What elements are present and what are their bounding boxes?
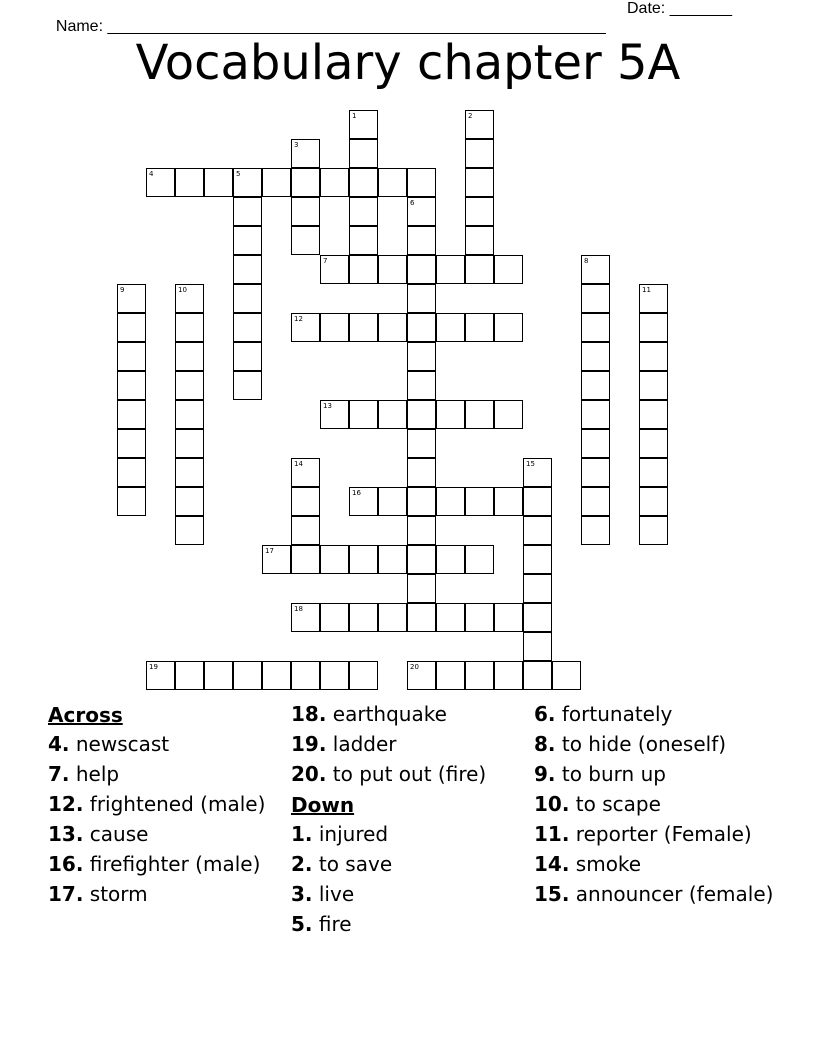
down-heading: Down (291, 793, 355, 817)
crossword-cell[interactable] (378, 545, 407, 574)
crossword-cell[interactable] (523, 516, 552, 545)
clue-column-1 (48, 703, 288, 913)
crossword-cell[interactable] (407, 603, 436, 632)
clue-down-6 (534, 703, 784, 726)
crossword-cell[interactable] (639, 429, 668, 458)
crossword-cell[interactable] (465, 487, 494, 516)
crossword-cell[interactable] (291, 197, 320, 226)
crossword-cell[interactable] (175, 313, 204, 342)
crossword-cell[interactable] (581, 284, 610, 313)
clue-across-17 (48, 883, 288, 906)
crossword-cell[interactable] (262, 545, 291, 574)
clue-text: frightened (male) (83, 792, 266, 816)
crossword-cell[interactable] (407, 226, 436, 255)
cell-number: 20 (410, 663, 419, 671)
clue-column-2 (291, 703, 531, 943)
crossword-cell[interactable] (291, 661, 320, 690)
clue-text: smoke (569, 852, 642, 876)
crossword-cell[interactable] (436, 661, 465, 690)
cell-number: 5 (236, 170, 241, 178)
crossword-cell[interactable] (407, 371, 436, 400)
cell-number: 19 (149, 663, 158, 671)
clue-text: storm (83, 882, 148, 906)
cell-number: 15 (526, 460, 535, 468)
crossword-cell[interactable] (407, 342, 436, 371)
crossword-cell[interactable] (523, 574, 552, 603)
clue-down-10 (534, 793, 784, 816)
clue-number: 1. (291, 822, 313, 846)
clue-text: newscast (69, 732, 170, 756)
crossword-cell[interactable] (349, 603, 378, 632)
crossword-cell[interactable] (378, 255, 407, 284)
crossword-cell[interactable] (465, 313, 494, 342)
clue-number: 18. (291, 702, 327, 726)
crossword-cell[interactable] (581, 255, 610, 284)
crossword-cell[interactable] (465, 255, 494, 284)
clue-number: 5. (291, 912, 313, 936)
crossword-cell[interactable] (291, 139, 320, 168)
clue-text: cause (83, 822, 149, 846)
clue-text: ladder (326, 732, 397, 756)
crossword-cell[interactable] (581, 342, 610, 371)
clue-across-20 (291, 763, 531, 786)
crossword-cell[interactable] (639, 458, 668, 487)
crossword-cell[interactable] (320, 661, 349, 690)
clue-text: reporter (Female) (569, 822, 752, 846)
crossword-cell[interactable] (639, 342, 668, 371)
clue-down-2 (291, 853, 531, 876)
crossword-cell[interactable] (378, 487, 407, 516)
across-heading: Across (48, 703, 123, 727)
crossword-cell[interactable] (175, 487, 204, 516)
crossword-cell[interactable] (349, 661, 378, 690)
crossword-cell[interactable] (349, 110, 378, 139)
name-field-label: Name: ________________________________________________________ (55, 18, 606, 35)
crossword-cell[interactable] (639, 487, 668, 516)
crossword-cell[interactable] (494, 313, 523, 342)
crossword-cell[interactable] (291, 603, 320, 632)
crossword-cell[interactable] (465, 226, 494, 255)
crossword-cell[interactable] (378, 168, 407, 197)
cell-number: 6 (410, 199, 415, 207)
clue-down-5 (291, 913, 531, 936)
crossword-cell[interactable] (581, 458, 610, 487)
crossword-cell[interactable] (320, 545, 349, 574)
crossword-cell[interactable] (204, 168, 233, 197)
crossword-cell[interactable] (494, 255, 523, 284)
crossword-cell[interactable] (175, 284, 204, 313)
cell-number: 10 (178, 286, 187, 294)
crossword-cell[interactable] (175, 371, 204, 400)
clue-across-7 (48, 763, 288, 786)
crossword-cell[interactable] (291, 458, 320, 487)
clue-text: fire (312, 912, 352, 936)
clue-down-15 (534, 883, 784, 906)
crossword-cell[interactable] (349, 255, 378, 284)
cell-number: 17 (265, 547, 274, 555)
clue-text: to burn up (555, 762, 666, 786)
clue-down-14 (534, 853, 784, 876)
crossword-cell[interactable] (407, 487, 436, 516)
crossword-cell[interactable] (581, 429, 610, 458)
clue-number: 9. (534, 762, 556, 786)
cell-number: 1 (352, 112, 357, 120)
crossword-cell[interactable] (117, 284, 146, 313)
crossword-cell[interactable] (233, 255, 262, 284)
crossword-cell[interactable] (436, 400, 465, 429)
crossword-cell[interactable] (639, 313, 668, 342)
crossword-cell[interactable] (320, 168, 349, 197)
crossword-cell[interactable] (349, 226, 378, 255)
clue-text: fortunately (555, 702, 673, 726)
crossword-cell[interactable] (175, 342, 204, 371)
crossword-cell[interactable] (320, 313, 349, 342)
clue-across-16 (48, 853, 288, 876)
clue-text: firefighter (male) (83, 852, 261, 876)
crossword-cell[interactable] (407, 284, 436, 313)
crossword-cell[interactable] (465, 168, 494, 197)
crossword-cell[interactable] (175, 400, 204, 429)
crossword-cell[interactable] (552, 661, 581, 690)
crossword-cell[interactable] (639, 371, 668, 400)
clue-text: injured (312, 822, 389, 846)
crossword-cell[interactable] (407, 574, 436, 603)
clue-number: 19. (291, 732, 327, 756)
crossword-cell[interactable] (320, 255, 349, 284)
crossword-cell[interactable] (407, 429, 436, 458)
crossword-cell[interactable] (436, 487, 465, 516)
crossword-cell[interactable] (320, 400, 349, 429)
crossword-cell[interactable] (523, 545, 552, 574)
cell-number: 18 (294, 605, 303, 613)
crossword-cell[interactable] (233, 226, 262, 255)
crossword-cell[interactable] (117, 487, 146, 516)
clue-across-4 (48, 733, 288, 756)
crossword-cell[interactable] (175, 429, 204, 458)
cell-number: 11 (642, 286, 651, 294)
cell-number: 14 (294, 460, 303, 468)
crossword-cell[interactable] (436, 603, 465, 632)
crossword-cell[interactable] (233, 313, 262, 342)
clue-number: 12. (48, 792, 84, 816)
clue-number: 3. (291, 882, 313, 906)
clue-across-18 (291, 703, 531, 726)
crossword-cell[interactable] (349, 313, 378, 342)
crossword-cell[interactable] (581, 487, 610, 516)
crossword-cell[interactable] (378, 603, 407, 632)
clue-number: 11. (534, 822, 570, 846)
crossword-cell[interactable] (523, 603, 552, 632)
clue-number: 13. (48, 822, 84, 846)
crossword-cell[interactable] (407, 197, 436, 226)
crossword-cell[interactable] (639, 284, 668, 313)
crossword-cell[interactable] (233, 661, 262, 690)
crossword-cell[interactable] (233, 197, 262, 226)
crossword-cell[interactable] (175, 516, 204, 545)
crossword-cell[interactable] (117, 429, 146, 458)
crossword-cell[interactable] (233, 371, 262, 400)
crossword-cell[interactable] (436, 255, 465, 284)
cell-number: 12 (294, 315, 303, 323)
clue-text: to put out (fire) (326, 762, 487, 786)
crossword-cell[interactable] (117, 400, 146, 429)
crossword-cell[interactable] (146, 168, 175, 197)
crossword-cell[interactable] (291, 313, 320, 342)
page-title: Vocabulary chapter 5A (135, 35, 681, 91)
crossword-cell[interactable] (581, 400, 610, 429)
crossword-cell[interactable] (465, 139, 494, 168)
crossword-cell[interactable] (465, 545, 494, 574)
clue-number: 7. (48, 762, 70, 786)
crossword-cell[interactable] (494, 487, 523, 516)
crossword-cell[interactable] (407, 516, 436, 545)
clue-text: to hide (oneself) (555, 732, 727, 756)
crossword-cell[interactable] (523, 487, 552, 516)
crossword-cell[interactable] (291, 226, 320, 255)
crossword-cell[interactable] (407, 168, 436, 197)
clue-text: to scape (569, 792, 661, 816)
crossword-cell[interactable] (349, 139, 378, 168)
clue-across-19 (291, 733, 531, 756)
date-field-label: Date: _______ (627, 0, 732, 17)
cell-number: 4 (149, 170, 154, 178)
crossword-cell[interactable] (523, 632, 552, 661)
crossword-cell[interactable] (117, 313, 146, 342)
crossword-cell[interactable] (320, 603, 349, 632)
crossword-cell[interactable] (349, 197, 378, 226)
cell-number: 8 (584, 257, 589, 265)
crossword-cell[interactable] (175, 661, 204, 690)
clue-number: 6. (534, 702, 556, 726)
crossword-cell[interactable] (291, 168, 320, 197)
crossword-cell[interactable] (523, 458, 552, 487)
crossword-cell[interactable] (494, 603, 523, 632)
cell-number: 16 (352, 489, 361, 497)
clue-column-3 (534, 703, 784, 913)
clue-number: 14. (534, 852, 570, 876)
crossword-cell[interactable] (175, 458, 204, 487)
clue-down-11 (534, 823, 784, 846)
crossword-cell[interactable] (465, 603, 494, 632)
clue-down-3 (291, 883, 531, 906)
cell-number: 13 (323, 402, 332, 410)
crossword-cell[interactable] (436, 313, 465, 342)
crossword-cell[interactable] (581, 516, 610, 545)
clue-text: announcer (female) (569, 882, 774, 906)
clue-number: 2. (291, 852, 313, 876)
clue-number: 20. (291, 762, 327, 786)
crossword-cell[interactable] (175, 168, 204, 197)
crossword-cell[interactable] (349, 487, 378, 516)
crossword-cell[interactable] (407, 545, 436, 574)
clue-across-13 (48, 823, 288, 846)
clue-text: help (69, 762, 120, 786)
crossword-cell[interactable] (117, 458, 146, 487)
clue-down-1 (291, 823, 531, 846)
clue-text: earthquake (326, 702, 447, 726)
crossword-cell[interactable] (639, 516, 668, 545)
crossword-cell[interactable] (494, 400, 523, 429)
crossword-cell[interactable] (523, 661, 552, 690)
crossword-cell[interactable] (204, 661, 233, 690)
crossword-cell[interactable] (233, 168, 262, 197)
crossword-cell[interactable] (262, 661, 291, 690)
crossword-cell[interactable] (262, 168, 291, 197)
clue-number: 15. (534, 882, 570, 906)
crossword-cell[interactable] (117, 342, 146, 371)
crossword-cell[interactable] (291, 487, 320, 516)
clue-down-9 (534, 763, 784, 786)
crossword-cell[interactable] (378, 313, 407, 342)
cell-number: 2 (468, 112, 473, 120)
clue-number: 8. (534, 732, 556, 756)
crossword-cell[interactable] (233, 284, 262, 313)
clue-across-12 (48, 793, 288, 816)
crossword-cell[interactable] (407, 255, 436, 284)
crossword-cell[interactable] (581, 313, 610, 342)
clue-text: live (312, 882, 355, 906)
crossword-cell[interactable] (233, 342, 262, 371)
crossword-cell[interactable] (349, 168, 378, 197)
crossword-cell[interactable] (407, 400, 436, 429)
crossword-cell[interactable] (639, 400, 668, 429)
crossword-cell[interactable] (436, 545, 465, 574)
crossword-cell[interactable] (407, 313, 436, 342)
cell-number: 9 (120, 286, 125, 294)
crossword-cell[interactable] (465, 661, 494, 690)
clue-number: 16. (48, 852, 84, 876)
crossword-cell[interactable] (494, 661, 523, 690)
crossword-cell[interactable] (378, 400, 407, 429)
crossword-cell[interactable] (291, 516, 320, 545)
cell-number: 3 (294, 141, 299, 149)
crossword-cell[interactable] (581, 371, 610, 400)
crossword-cell[interactable] (349, 545, 378, 574)
crossword-cell[interactable] (146, 661, 175, 690)
crossword-cell[interactable] (291, 545, 320, 574)
clue-number: 10. (534, 792, 570, 816)
clue-text: to save (312, 852, 393, 876)
crossword-cell[interactable] (465, 110, 494, 139)
crossword-cell[interactable] (407, 458, 436, 487)
clue-number: 17. (48, 882, 84, 906)
crossword-cell[interactable] (407, 661, 436, 690)
cell-number: 7 (323, 257, 328, 265)
crossword-cell[interactable] (465, 400, 494, 429)
clue-number: 4. (48, 732, 70, 756)
crossword-cell[interactable] (465, 197, 494, 226)
crossword-cell[interactable] (117, 371, 146, 400)
crossword-cell[interactable] (349, 400, 378, 429)
clue-down-8 (534, 733, 784, 756)
